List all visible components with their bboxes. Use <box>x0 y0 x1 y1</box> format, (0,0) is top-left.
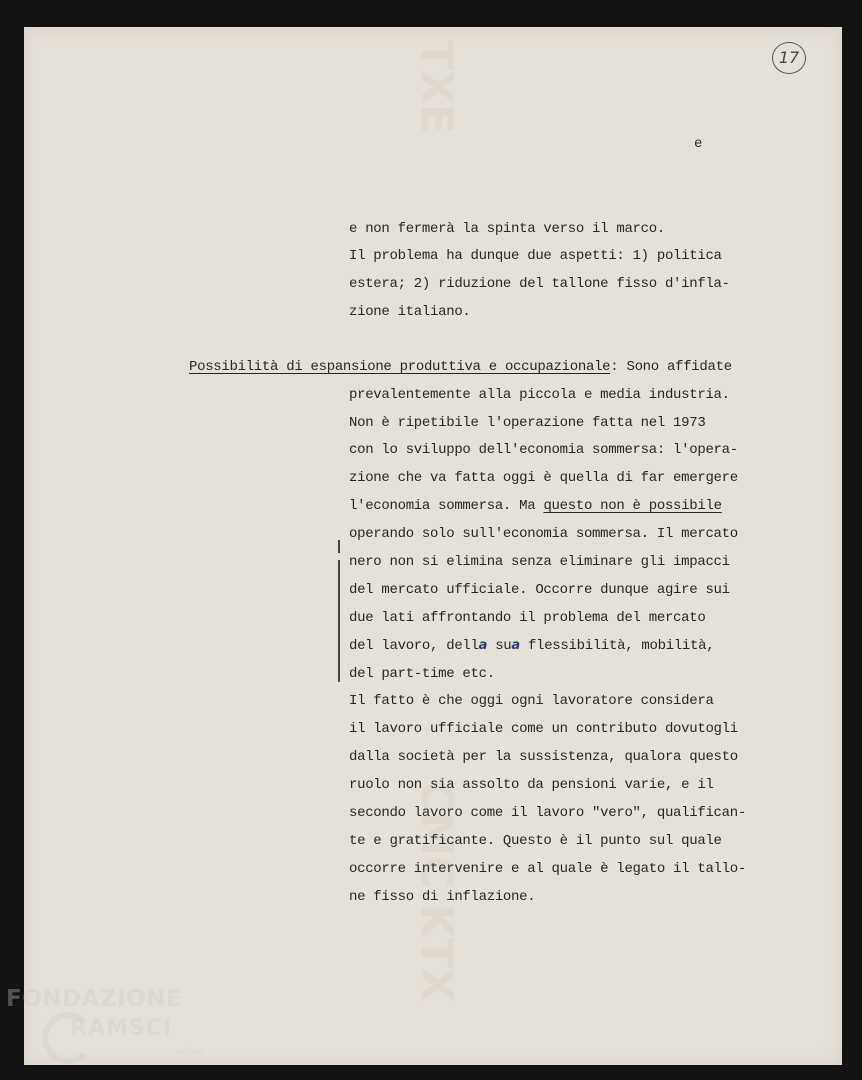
text-line: estera; 2) riduzione del tallone fisso d'infla- <box>349 276 730 292</box>
text-line: con lo sviluppo dell'economia sommersa: l'opera- <box>349 442 738 458</box>
text-line: operando solo sull'economia sommersa. Il mercato <box>349 526 738 542</box>
section-heading-line <box>189 358 732 376</box>
line-start: l'economia sommersa. Ma <box>349 498 544 514</box>
heading-continuation: : Sono affidate <box>610 359 732 375</box>
text-line: Il problema ha dunque due aspetti: 1) politica <box>349 248 722 264</box>
logo-text: RAMSCI <box>70 1016 173 1041</box>
text-line: ruolo non sia assolto da pensioni varie, e il <box>349 777 714 793</box>
text-line: prevalentemente alla piccola e media industria. <box>349 387 730 403</box>
underlined-phrase: questo non è possibile <box>543 498 722 514</box>
text-line: Il fatto è che oggi ogni lavoratore considera <box>349 693 714 709</box>
text-line: zione italiano. <box>349 304 471 320</box>
watermark-top: TXE <box>411 40 462 134</box>
text-line: Non è ripetibile l'operazione fatta nel 1973 <box>349 415 706 431</box>
line-part: su <box>487 638 512 654</box>
section-heading: Possibilità di espansione produttiva e occupazionale <box>189 359 611 375</box>
text-line: due lati affrontando il problema del mercato <box>349 610 706 626</box>
line-part: flessibilità, mobilità, <box>519 638 715 654</box>
stray-letter: e <box>694 136 703 152</box>
handwritten-correction: a <box>511 638 520 653</box>
text-line: ne fisso di inflazione. <box>349 889 536 905</box>
line-part: del lavoro, dell <box>349 638 479 654</box>
text-line: del part-time etc. <box>349 666 495 682</box>
text-line: zione che va fatta oggi è quella di far emergere <box>349 470 738 486</box>
text-line: secondo lavoro come il lavoro "vero", qualifican- <box>349 805 746 821</box>
logo-subtext: onlus <box>176 1046 203 1057</box>
text-line: occorre intervenire e al quale è legato il tallo- <box>349 861 746 877</box>
margin-mark <box>338 540 340 682</box>
text-line: e non fermerà la spinta verso il marco. <box>349 221 665 237</box>
text-line: il lavoro ufficiale come un contributo dovutogli <box>349 721 738 737</box>
text-line <box>349 637 714 655</box>
handwritten-correction: a <box>478 638 488 653</box>
text-line: te e gratificante. Questo è il punto sul quale <box>349 833 722 849</box>
logo-text: FONDAZIONE <box>6 986 183 1012</box>
text-line: dalla società per la sussistenza, qualora questo <box>349 749 738 765</box>
watermark-bottom: CMC KTX <box>411 780 462 1002</box>
text-line: nero non si elimina senza eliminare gli impacci <box>349 554 730 570</box>
text-line <box>349 497 722 515</box>
text-line: del mercato ufficiale. Occorre dunque agire sui <box>349 582 730 598</box>
page-number: 17 <box>772 42 806 74</box>
